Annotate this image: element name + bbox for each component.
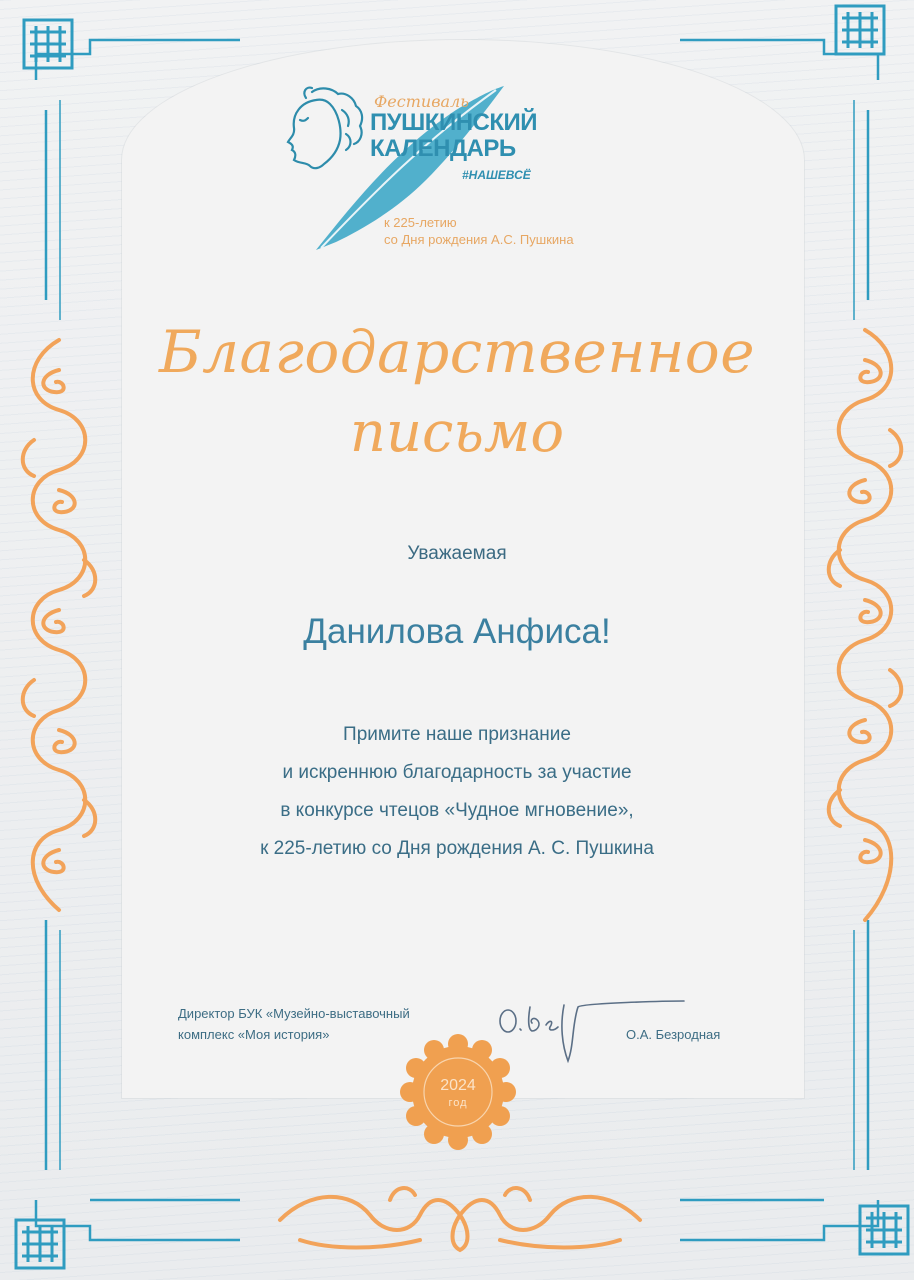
signer-name: О.А. Безродная	[626, 1027, 721, 1042]
corner-grid-icon	[832, 4, 888, 56]
body-line: Примите наше признание	[343, 724, 571, 745]
corner-grid-icon	[858, 1204, 910, 1256]
bottom-ornament	[270, 1170, 650, 1260]
letter-body	[150, 716, 764, 868]
signer-position-line1: Директор БУК «Музейно-выставочный	[178, 1006, 410, 1021]
recipient-name: Данилова Анфиса!	[303, 612, 611, 651]
body-line: к 225-летию со Дня рождения А. С. Пушкина	[260, 838, 654, 859]
corner-grid-icon	[14, 1218, 66, 1270]
festival-hashtag: #НАШЕВСЁ	[462, 168, 531, 182]
festival-title-line2: КАЛЕНДАРЬ	[370, 135, 516, 162]
festival-title	[370, 110, 537, 162]
corner-grid-icon	[22, 18, 74, 70]
body-line: в конкурсе чтецов «Чудное мгновение»,	[280, 800, 634, 821]
festival-subtitle	[384, 214, 574, 248]
handwritten-signature	[488, 985, 688, 1065]
body-line: и искреннюю благодарность за участие	[282, 762, 632, 783]
festival-word: Фестиваль	[374, 92, 469, 111]
festival-subtitle-line1: к 225-летию	[384, 215, 457, 230]
letter-title-line1: Благодарственное	[158, 318, 756, 386]
signer-position	[178, 1003, 410, 1045]
letter-title-line2: письмо	[349, 400, 565, 465]
festival-subtitle-line2: со Дня рождения А.С. Пушкина	[384, 232, 574, 247]
signer-position-line2: комплекс «Моя история»	[178, 1027, 330, 1042]
festival-title-line1: ПУШКИНСКИЙ	[370, 109, 538, 136]
seal-unit: год	[448, 1097, 468, 1109]
seal-year: 2024	[440, 1077, 476, 1094]
greeting: Уважаемая	[407, 543, 507, 564]
